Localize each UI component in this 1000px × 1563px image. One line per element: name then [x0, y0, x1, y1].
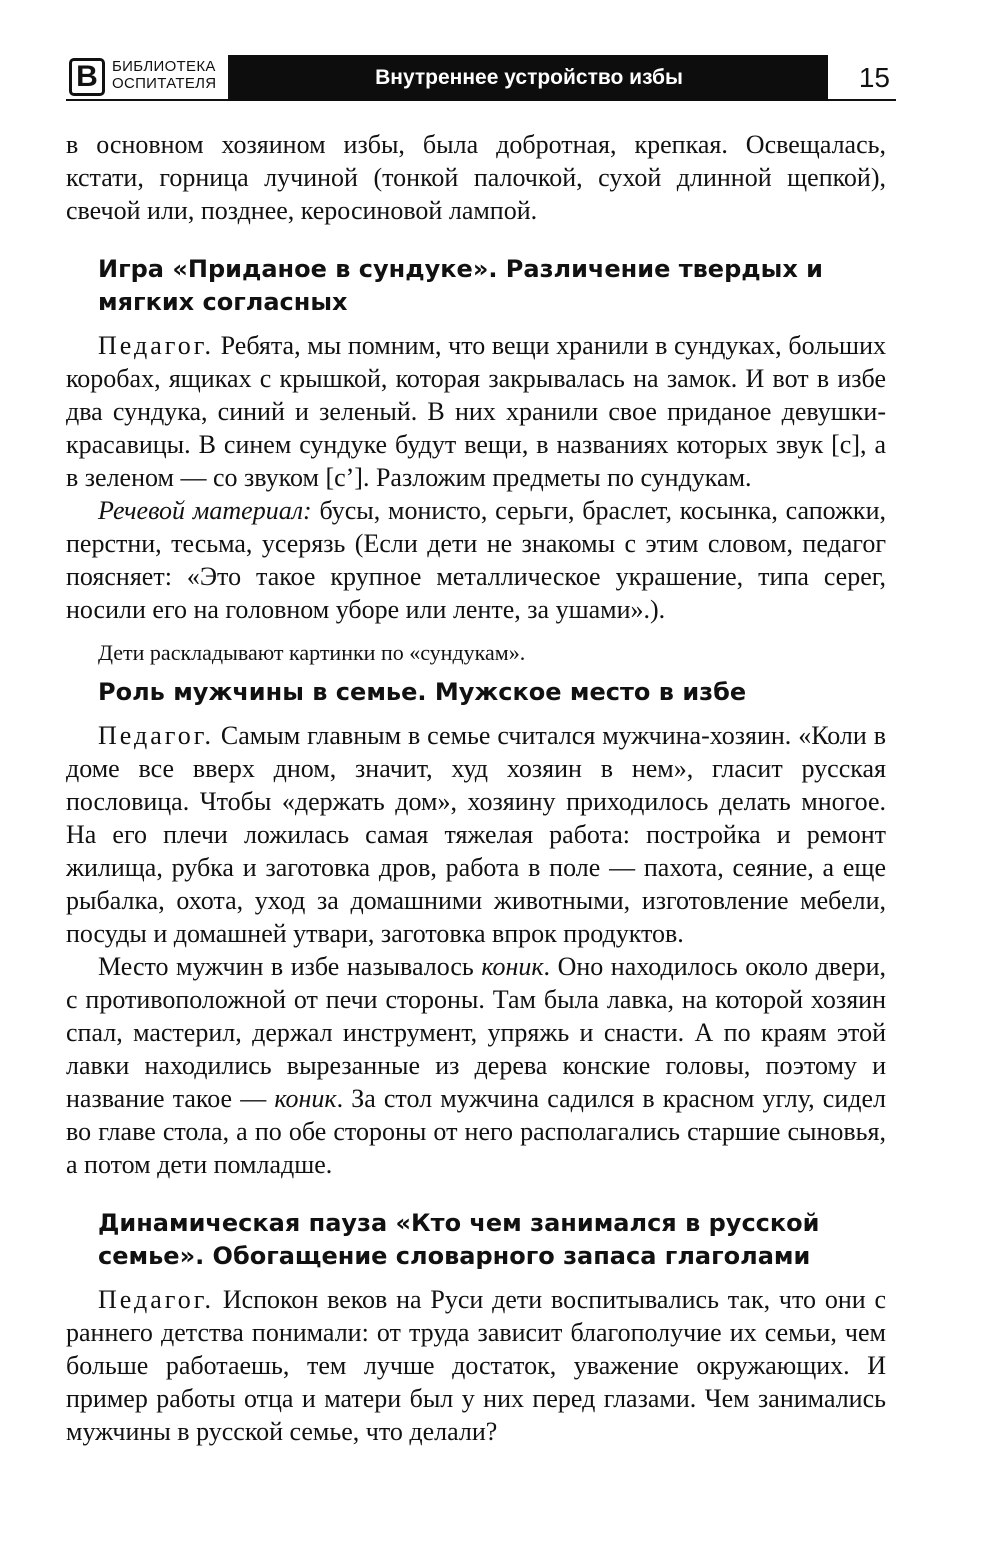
logo-line-2: ОСПИТАТЕЛЯ [112, 75, 217, 92]
page-header [66, 55, 896, 101]
section-heading-dynamic-pause: Динамическая пауза «Кто чем занимался в русской семье». Обогащение словарного запаса глаголами [98, 1209, 820, 1270]
series-logo [66, 55, 230, 101]
speaker-label: Педагог. [98, 721, 214, 750]
section-heading-man-role: Роль мужчины в семье. Мужское место в избе [98, 678, 747, 706]
paragraph-konik: Место мужчин в избе называлось коник. Оно находилось около двери, с противоположной от печи стороны. Там была лавка, на которой хозяин спал, мастерил, держал инструмент, упряжь и снасти. А по краям этой лавки находились вырезанные из дерева конские головы, поэтому и название такое — коник. За стол мужчина садился в красном углу, сидел во главе стола, а по обе стороны от него располагались старшие сыновья, а потом дети помладше. [66, 952, 886, 1179]
running-title: Внутреннее устройство избы [230, 55, 828, 101]
paragraph-teacher-labor [66, 1283, 886, 1448]
paragraph-text: бусы, монисто, серьги, браслет, косынка, сапожки, перстни, тесьма, усерязь (Если дети не знакомы с этим словом, педагог поясняет: «Это такое крупное металлическое украшение, типа серег, носили его на головном уборе или ленте, за ушами».). [66, 496, 886, 624]
paragraph-teacher-man-role [66, 719, 886, 950]
logo-line-1: БИБЛИОТЕКА [112, 58, 216, 75]
logo-text [112, 58, 228, 92]
page-content [66, 128, 886, 1448]
paragraph-children-action: Дети раскладывают картинки по «сундукам». [98, 640, 526, 665]
paragraph-continued: в основном хозяином избы, была добротная, крепкая. Освещалась, кстати, горница лучиной (тонкой палочкой, сухой длинной щепкой), свечой или, позднее, керосиновой лампой. [66, 130, 886, 225]
paragraph-speech-material [66, 494, 886, 626]
speech-material-label: Речевой материал: [98, 496, 312, 525]
logo-letter: В [69, 58, 105, 96]
term-konik: коник [481, 952, 544, 981]
paragraph-text: Испокон веков на Руси дети воспитывались так, что они с раннего детства понимали: от труда зависит благополучие их семьи, чем больше работаешь, тем лучше достаток, уважение окружающих. И пример работы отца и матери был у них перед глазами. Чем занимались мужчины в русской семье, что делали? [66, 1285, 886, 1446]
paragraph-teacher-dowry [66, 329, 886, 494]
section-heading-dowry-game: Игра «Приданое в сундуке». Различение твердых и мягких согласных [98, 255, 823, 316]
paragraph-text: Ребята, мы помним, что вещи хранили в сундуках, больших коробах, ящиках с крышкой, которая закрывалась на замок. И вот в избе два сундука, синий и зеленый. В них хранили свое приданое девушки-красавицы. В синем сундуке будут вещи, в названиях которых звук [с], а в зеленом — со звуком [с’]. Разложим предметы по сундукам. [66, 331, 886, 492]
speaker-label: Педагог. [98, 1285, 214, 1314]
term-konik: коник [274, 1084, 337, 1113]
page-number: 15 [828, 55, 896, 101]
paragraph-text: Самым главным в семье считался мужчина-хозяин. «Коли в доме все вверх дном, значит, худ хозяин в нем», гласит русская пословица. Чтобы «держать дом», хозяину приходилось делать многое. На его плечи ложилась самая тяжелая работа: постройка и ремонт жилища, рубка и заготовка дров, работа в поле — пахота, сеяние, а еще рыбалка, охота, уход за домашними животными, изготовление мебели, посуды и домашней утвари, заготовка впрок продуктов. [66, 721, 886, 948]
speaker-label: Педагог. [98, 331, 214, 360]
